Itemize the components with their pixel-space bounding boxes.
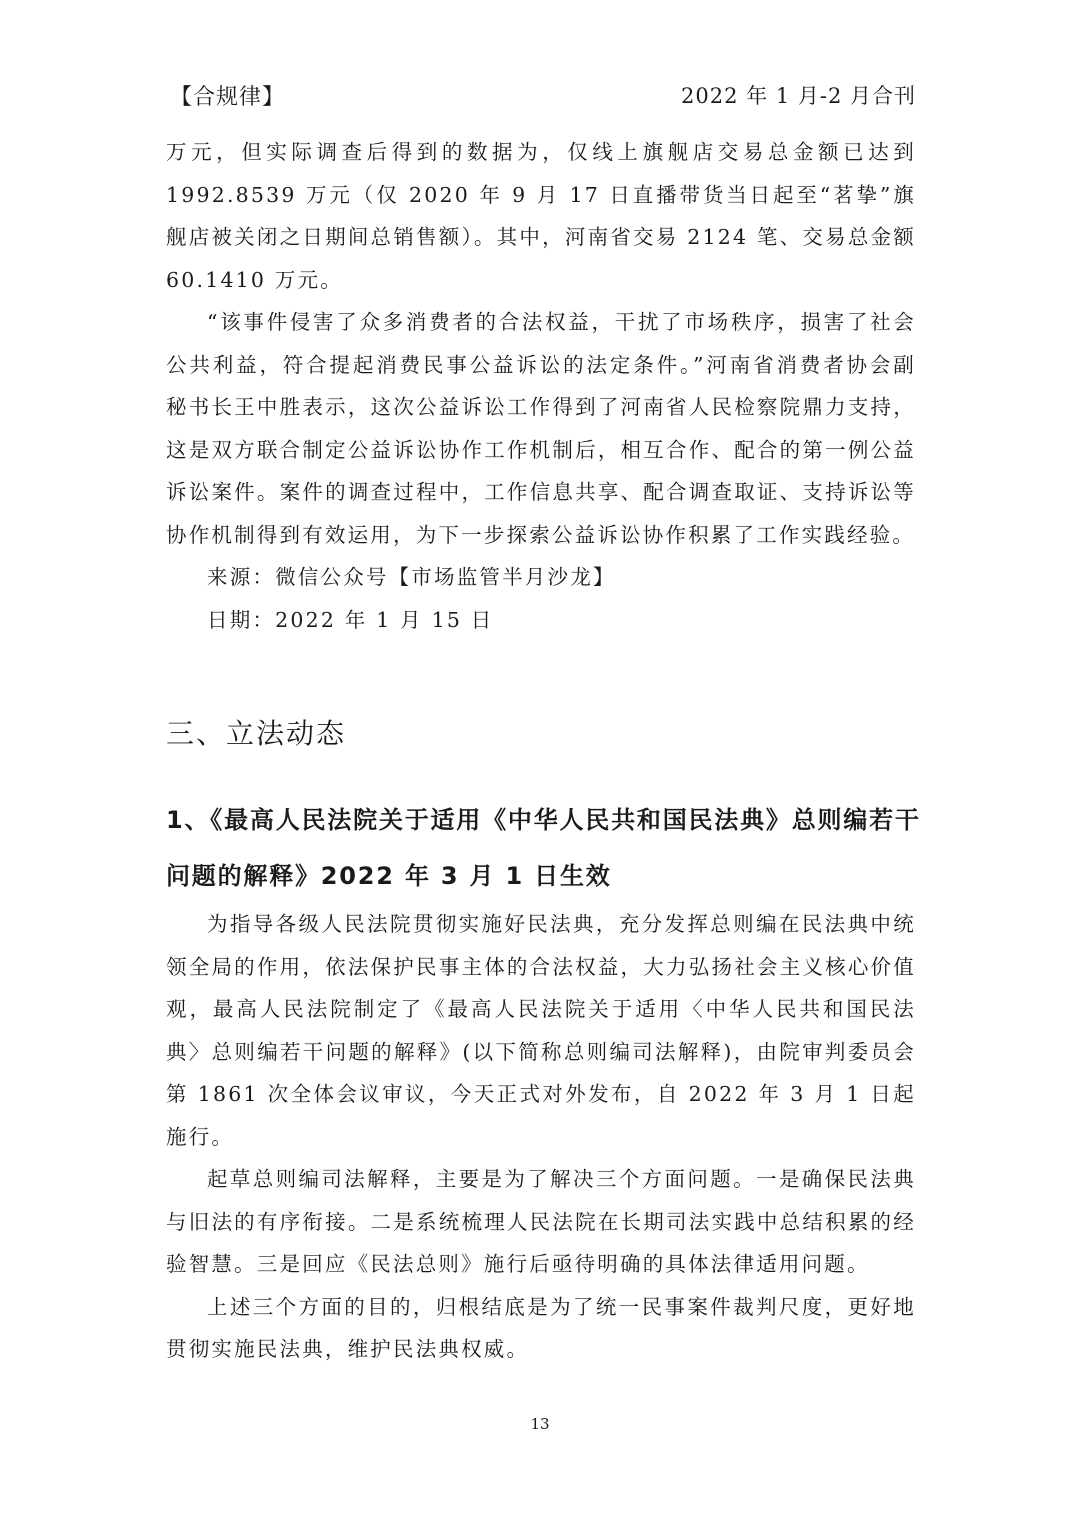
article-body	[166, 903, 916, 1371]
page-number: 13	[530, 1415, 550, 1433]
section-heading: 三、立法动态	[166, 717, 347, 750]
continued-article	[166, 131, 916, 641]
article-heading: 1、《最高人民法院关于适用《中华人民共和国民法典》总则编若干问题的解释》2022 年 3 月 1 日生效	[166, 806, 921, 890]
publication-name: 【合规律】	[170, 85, 286, 110]
article-paragraph: 起草总则编司法解释，主要是为了解决三个方面问题。一是确保民法典与旧法的有序衔接。二是系统梳理人民法院在长期司法实践中总结积累的经验智慧。三是回应《民法总则》施行后亟待明确的具体法律适用问题。	[166, 1167, 916, 1276]
continued-paragraph: 万元，但实际调查后得到的数据为，仅线上旗舰店交易总金额已达到1992.8539 万元（仅 2020 年 9 月 17 日直播带货当日起至“茗挚”旗舰店被关闭之日期间总销售额）。其中，河南省交易 2124 笔、交易总金额 60.1410 万元。	[166, 140, 916, 292]
issue-date: 2022 年 1 月-2 月合刊	[681, 84, 916, 108]
quote-paragraph: “该事件侵害了众多消费者的合法权益，干扰了市场秩序，损害了社会公共利益，符合提起消费民事公益诉讼的法定条件。”河南省消费者协会副秘书长王中胜表示，这次公益诉讼工作得到了河南省人民检察院鼎力支持，这是双方联合制定公益诉讼协作工作机制后，相互合作、配合的第一例公益诉讼案件。案件的调查过程中，工作信息共享、配合调查取证、支持诉讼等协作机制得到有效运用，为下一步探索公益诉讼协作积累了工作实践经验。	[166, 310, 916, 547]
page-header	[166, 80, 916, 120]
source-line: 来源：微信公众号【市场监管半月沙龙】	[207, 565, 616, 589]
article-paragraph: 上述三个方面的目的，归根结底是为了统一民事案件裁判尺度，更好地贯彻实施民法典，维护民法典权威。	[166, 1294, 916, 1361]
article-paragraph: 为指导各级人民法院贯彻实施好民法典，充分发挥总则编在民法典中统领全局的作用，依法保护民事主体的合法权益，大力弘扬社会主义核心价值观，最高人民法院制定了《最高人民法院关于适用〈中华人民共和国民法典〉总则编若干问题的解释》(以下简称总则编司法解释)，由院审判委员会第 1861 次全体会议审议，今天正式对外发布，自 2022 年 3 月 1 日起施行。	[166, 912, 916, 1149]
date-line: 日期：2022 年 1 月 15 日	[207, 607, 494, 632]
